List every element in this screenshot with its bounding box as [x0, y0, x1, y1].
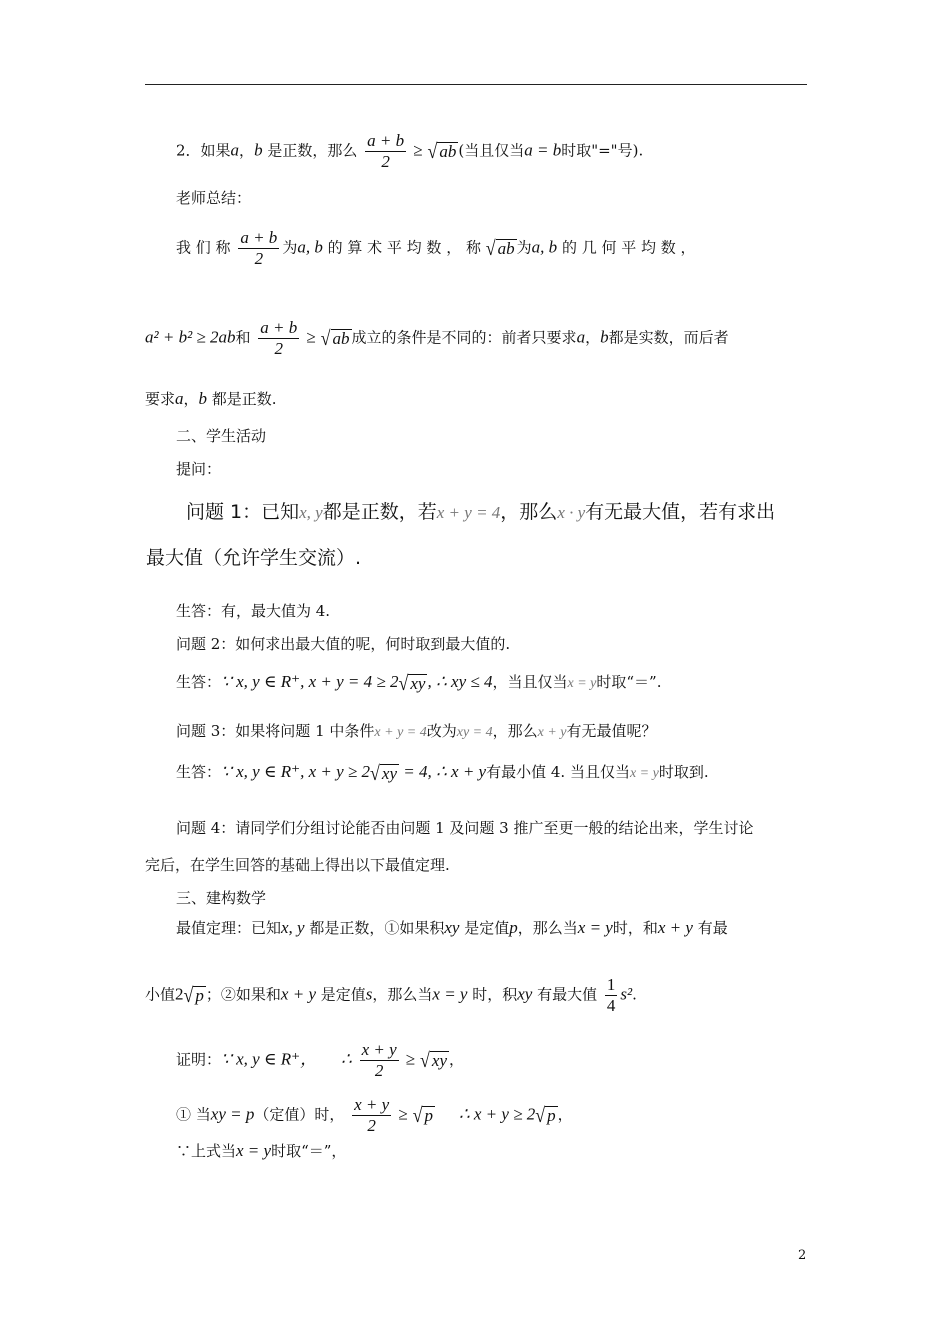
math: x + y = 4: [374, 725, 427, 740]
text: 2．如果: [176, 141, 231, 160]
section-heading: 三、建构数学: [176, 889, 267, 907]
math: , ∴ xy ≤ 4: [427, 672, 493, 691]
text: 问题 3：如果将问题 1 中条件: [176, 722, 375, 740]
math: x = y: [629, 766, 659, 781]
denominator: 4: [606, 996, 616, 1015]
text: 证明：: [176, 1050, 222, 1069]
numerator: x + y: [361, 1040, 397, 1059]
text: (当且仅当: [458, 141, 525, 160]
math: xy: [517, 984, 533, 1004]
line-1: [176, 131, 643, 172]
line-13: [176, 721, 657, 743]
text: ，那么: [500, 501, 558, 523]
math: xy = p: [210, 1104, 255, 1124]
line-4: [145, 318, 729, 359]
radicand: p: [195, 986, 204, 1005]
math: a² + b² ≥ 2ab: [145, 327, 236, 347]
math: x, y: [281, 918, 305, 937]
math: ≥: [409, 140, 423, 160]
radicand: xy: [410, 673, 426, 693]
line-7: 提问：: [176, 460, 222, 478]
math: x = y: [567, 676, 597, 691]
text: 是正数，那么: [262, 141, 358, 160]
text: ① 当: [176, 1105, 211, 1124]
text: 时取"="号).: [561, 141, 644, 160]
text: 为: [516, 238, 532, 257]
sqrt: √ ab: [427, 139, 457, 163]
text: 的 算 术 平 均 数 ， 称: [322, 238, 481, 257]
math: x · y: [557, 503, 586, 522]
text: 问题 1：已知: [186, 501, 300, 523]
radicand: xy: [381, 763, 397, 783]
text: ，那么当: [372, 985, 433, 1004]
fraction: [360, 1040, 399, 1081]
math: ∴ x + y ≥ 2: [458, 1104, 536, 1124]
math: a, b: [531, 237, 558, 257]
text: 时取“＝”.: [596, 673, 662, 691]
sqrt: √ xy: [370, 761, 397, 784]
text: ∵上式当: [176, 1142, 237, 1160]
fraction: [365, 131, 406, 172]
math: x = y: [432, 984, 468, 1004]
text: ，: [557, 1105, 573, 1124]
radicand: p: [424, 1106, 433, 1125]
text: ，: [449, 1050, 465, 1069]
line-19: [145, 975, 637, 1016]
fraction: [605, 975, 618, 1016]
numerator: 1: [606, 975, 616, 994]
line-22: [176, 1141, 346, 1161]
text: 是定值: [315, 985, 366, 1004]
text: 小值: [145, 985, 176, 1004]
line-12: [176, 672, 661, 694]
math: a: [175, 389, 184, 408]
text: ，: [239, 141, 255, 160]
line-20: [176, 1040, 464, 1081]
numerator: a + b: [240, 228, 278, 247]
text: ，: [585, 328, 601, 347]
text: ，当且仅当: [492, 673, 568, 691]
math: ≥: [302, 327, 316, 347]
text: 生答：: [176, 763, 222, 781]
text: .: [632, 985, 637, 1004]
page-number: 2: [798, 1248, 807, 1263]
math: a = b: [524, 140, 562, 160]
text: 是定值: [459, 919, 510, 937]
math: b: [600, 327, 609, 347]
sqrt: √ xy: [398, 671, 426, 694]
numerator: a + b: [367, 131, 405, 150]
math: ≥: [401, 1049, 416, 1069]
math: b: [198, 389, 208, 408]
math: x, y: [299, 503, 323, 522]
line-11: 问题 2：如何求出最大值的呢，何时取到最大值的.: [176, 635, 511, 653]
text: 要求: [145, 390, 176, 408]
text: 都是正数，若: [322, 501, 437, 523]
denominator: 2: [254, 249, 264, 268]
text: 都是正数.: [207, 390, 277, 408]
text: 为: [282, 238, 298, 257]
text: ，那么当: [517, 919, 578, 937]
math: x + y: [537, 725, 567, 740]
radicand: p: [547, 1106, 556, 1125]
sqrt: √ ab: [320, 326, 350, 350]
text: 改为: [426, 722, 457, 740]
line-5: [145, 389, 277, 409]
radicand: ab: [439, 142, 457, 161]
math: a: [576, 327, 586, 347]
question-1-cont: 最大值（允许学生交流）.: [146, 547, 362, 569]
radicand: ab: [497, 239, 515, 258]
math: ∵ x, y ∈ R⁺，: [221, 1049, 318, 1069]
text: 生答：: [176, 673, 222, 691]
text: 时，积: [467, 985, 518, 1004]
line-10: 生答：有，最大值为 4.: [176, 602, 331, 620]
line-14: [176, 762, 709, 784]
text: 有无最大值，若有求出: [585, 501, 776, 523]
math: x = y: [236, 1141, 272, 1160]
text: 时取到.: [658, 763, 709, 781]
math: ∵ x, y ∈ R⁺, x + y = 4 ≥ 2: [221, 672, 399, 691]
line-3: [176, 228, 696, 269]
line-15: 问题 4：请同学们分组讨论能否由问题 1 及问题 3 推广至更一般的结论出来，学生讨论: [176, 819, 754, 837]
text: 最值定理：已知: [176, 919, 282, 937]
text: 有无最值呢？: [566, 722, 657, 740]
math: 2: [175, 984, 184, 1004]
math: a, b: [297, 237, 323, 257]
line-16: 完后，在学生回答的基础上得出以下最值定理.: [145, 856, 450, 874]
radicand: ab: [332, 329, 350, 348]
fraction: [238, 228, 279, 269]
math: x + y: [280, 984, 316, 1004]
text: 的 几 何 平 均 数 ，: [557, 238, 696, 257]
denominator: 2: [374, 1061, 384, 1080]
text: 我 们 称: [176, 238, 231, 257]
math: s²: [620, 984, 633, 1004]
sqrt: √ ab: [485, 236, 515, 260]
text: ，: [183, 390, 199, 408]
line-18: [176, 918, 728, 938]
text: 有最大值: [532, 985, 598, 1004]
line-21: [176, 1095, 573, 1136]
text: ；②如果和: [205, 985, 281, 1004]
text: 有最小值 4. 当且仅当: [486, 763, 630, 781]
text: 时取“＝”，: [271, 1142, 347, 1160]
question-1: [186, 499, 775, 526]
math: p: [509, 918, 518, 937]
line-2: 老师总结：: [176, 189, 252, 207]
math: ∵ x, y ∈ R⁺, x + y ≥ 2: [221, 762, 371, 781]
text: 有最: [692, 919, 728, 937]
denominator: 2: [367, 1116, 376, 1135]
radicand: xy: [431, 1051, 447, 1070]
text: ，那么: [492, 722, 538, 740]
text: 时，和: [612, 919, 658, 937]
denominator: 2: [381, 152, 390, 171]
header-rule: [145, 84, 807, 85]
fraction: [352, 1095, 391, 1136]
text: （定值）时，: [254, 1105, 345, 1124]
numerator: x + y: [354, 1095, 390, 1114]
math: b: [254, 140, 263, 160]
sqrt: √ p: [412, 1103, 433, 1127]
text: 和: [235, 328, 251, 347]
fraction: [258, 318, 299, 359]
math: ≥: [394, 1104, 408, 1124]
math: x = y: [577, 918, 613, 937]
math: x + y = 4: [436, 503, 501, 522]
sqrt: √ xy: [420, 1048, 447, 1072]
numerator: a + b: [260, 318, 298, 337]
math: s: [365, 984, 373, 1004]
sqrt: √ p: [535, 1103, 556, 1127]
section-heading: 二、学生活动: [176, 427, 267, 445]
math: x + y: [657, 918, 693, 937]
text: 都是实数，而后者: [608, 328, 729, 347]
denominator: 2: [274, 339, 284, 358]
text: 成立的条件是不同的：前者只要求: [351, 328, 577, 347]
sqrt: √ p: [183, 983, 204, 1007]
math: xy = 4: [456, 725, 493, 740]
math: ∴: [340, 1049, 352, 1069]
math: a: [230, 140, 240, 160]
math: = 4, ∴ x + y: [399, 762, 487, 781]
text: 都是正数，①如果积: [304, 919, 445, 937]
math: xy: [444, 918, 460, 937]
